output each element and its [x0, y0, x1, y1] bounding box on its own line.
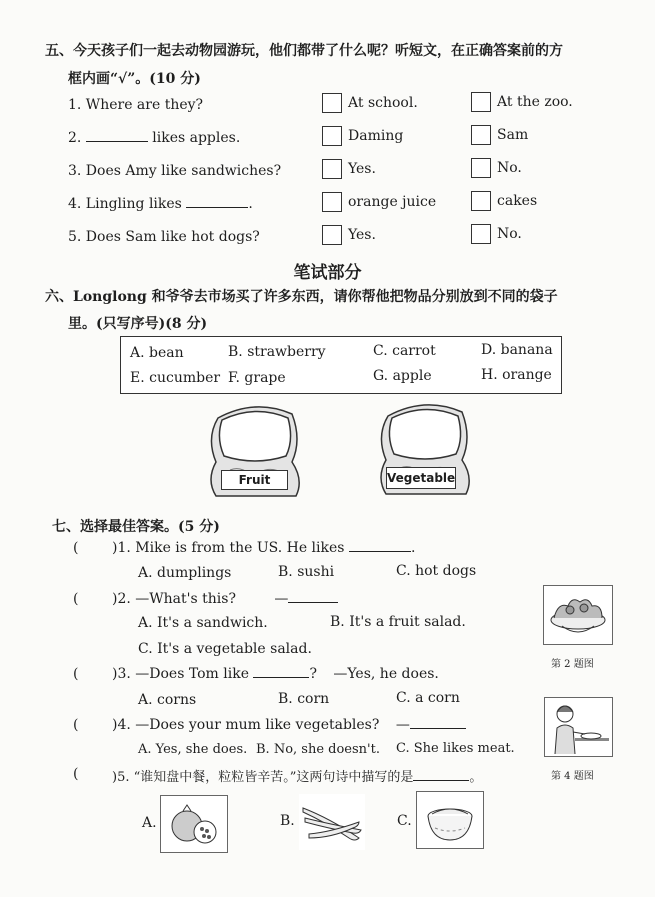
q7-5-option-b[interactable]: B. — [280, 813, 295, 829]
q1-option-a-checkbox[interactable] — [322, 93, 342, 113]
q2-option-a-label: Daming — [348, 128, 404, 144]
q4-lead: 4. Lingling likes — [68, 196, 182, 212]
q2-number: 2. — [68, 130, 82, 146]
q7-3-mark: ? — [309, 666, 317, 682]
q7-3-paren-close: ) — [112, 666, 118, 682]
q7-5-option-c[interactable]: C. — [397, 813, 412, 829]
q7-3-line — [112, 666, 439, 682]
section6-heading-line1: 六、Longlong 和爷爷去市场买了许多东西，请你帮他把物品分别放到不同的袋子 — [45, 289, 558, 305]
picture-caption-q4: 第 4 题图 — [551, 771, 594, 782]
q2-answer-blank[interactable] — [86, 141, 148, 142]
section7-heading: 七、选择最佳答案。(5 分) — [52, 519, 220, 535]
word-item: G. apple — [373, 368, 432, 384]
q3-option-a-checkbox[interactable] — [322, 159, 342, 179]
q3-option-a-label: Yes. — [348, 161, 376, 177]
q5-option-a-checkbox[interactable] — [322, 225, 342, 245]
listening-q1-stem: 1. Where are they? — [68, 97, 204, 113]
q7-3-option-b[interactable]: B. corn — [278, 691, 330, 707]
word-item: F. grape — [228, 370, 286, 386]
q7-4-line — [112, 717, 466, 733]
q7-1-paren-open: ( — [73, 540, 79, 556]
mum-eating-picture — [544, 697, 613, 757]
q7-1-line — [112, 540, 415, 556]
listening-q3-stem: 3. Does Amy like sandwiches? — [68, 163, 282, 179]
section5-heading-line1: 五、今天孩子们一起去动物园游玩，他们都带了什么呢？听短文，在正确答案前的方 — [45, 43, 563, 59]
q7-5-paren-open: ( — [73, 766, 79, 782]
q2-option-b-checkbox[interactable] — [471, 125, 491, 145]
q1-option-b-checkbox[interactable] — [471, 92, 491, 112]
q5-option-b-checkbox[interactable] — [471, 224, 491, 244]
q7-2-paren-close: ) — [112, 591, 118, 607]
picture-caption-q2: 第 2 题图 — [551, 659, 594, 670]
q7-5-line — [112, 766, 482, 785]
q7-1-paren-close: ) — [112, 540, 118, 556]
rice-bowl-icon — [417, 792, 483, 848]
q7-1-blank[interactable] — [349, 551, 411, 552]
q7-2-option-b[interactable]: B. It's a fruit salad. — [330, 614, 466, 630]
q7-4-option-c[interactable]: C. She likes meat. — [396, 741, 515, 756]
q7-2-option-c[interactable]: C. It's a vegetable salad. — [138, 641, 312, 657]
q7-2-stem: 2. —What's this? — [117, 591, 236, 607]
section5-heading-line2: 框内画“√”。(10 分) — [68, 71, 201, 87]
vegetable-bag-label: Vegetable — [386, 467, 456, 489]
q7-4-dash: — — [395, 717, 410, 733]
q7-5-stem: 5. “谁知盘中餐，粒粒皆辛苦。”这两句诗中描写的是 — [117, 770, 414, 785]
q7-1-option-a[interactable]: A. dumplings — [138, 565, 232, 581]
q7-2-option-a[interactable]: A. It's a sandwich. — [138, 615, 268, 631]
section6-heading-line2: 里。(只写序号)(8 分) — [68, 316, 208, 332]
q5-option-a-label: Yes. — [348, 227, 376, 243]
q7-3-option-a[interactable]: A. corns — [138, 692, 197, 708]
q7-4-paren-close: ) — [112, 717, 118, 733]
q7-3-stem: 3. —Does Tom like — [117, 666, 249, 682]
pomegranate-picture — [160, 795, 228, 853]
green-bean-icon — [299, 794, 365, 850]
q7-1-option-c[interactable]: C. hot dogs — [396, 563, 477, 579]
q7-2-line — [112, 591, 338, 607]
q1-option-a-label: At school. — [348, 95, 418, 111]
salad-bowl-icon — [544, 586, 612, 644]
q3-option-b-label: No. — [497, 160, 522, 176]
q2-option-b-label: Sam — [497, 127, 529, 143]
word-item: H. orange — [481, 367, 552, 383]
q2-option-a-checkbox[interactable] — [322, 126, 342, 146]
q7-4-blank[interactable] — [410, 728, 466, 729]
word-item: E. cucumber — [130, 370, 221, 386]
beans-picture — [298, 793, 366, 851]
q7-1-end: . — [410, 540, 416, 556]
q7-2-blank[interactable] — [288, 602, 338, 603]
word-bank-box — [120, 336, 562, 394]
q7-1-option-b[interactable]: B. sushi — [278, 564, 335, 580]
q7-3-blank[interactable] — [253, 677, 309, 678]
q7-4-option-a[interactable]: A. Yes, she does. — [138, 742, 248, 757]
q4-option-b-checkbox[interactable] — [471, 191, 491, 211]
q1-option-b-label: At the zoo. — [497, 94, 573, 110]
q4-tail: . — [248, 196, 253, 212]
q2-tail: likes apples. — [152, 130, 241, 146]
q7-3-option-c[interactable]: C. a corn — [396, 690, 460, 706]
q7-4-stem: 4. —Does your mum like vegetables? — [117, 717, 380, 733]
listening-q4-stem — [68, 196, 253, 212]
q3-option-b-checkbox[interactable] — [471, 158, 491, 178]
q7-1-stem: 1. Mike is from the US. He likes — [117, 540, 345, 556]
q5-option-b-label: No. — [497, 226, 522, 242]
word-item: B. strawberry — [228, 344, 326, 360]
pomegranate-icon — [161, 796, 227, 852]
fruit-bag-label: Fruit — [221, 470, 288, 490]
word-item: A. bean — [130, 345, 184, 361]
listening-q2-stem — [68, 130, 240, 146]
written-part-title: 笔试部分 — [293, 263, 362, 283]
q7-2-paren-open: ( — [73, 591, 79, 607]
q7-5-end: 。 — [469, 770, 483, 785]
word-item: C. carrot — [373, 343, 436, 359]
q7-5-option-a[interactable]: A. — [142, 815, 157, 831]
q4-option-a-checkbox[interactable] — [322, 192, 342, 212]
rice-bowl-picture — [416, 791, 484, 849]
q4-answer-blank[interactable] — [186, 207, 248, 208]
q7-2-dash: — — [274, 591, 289, 607]
q7-3-reply: —Yes, he does. — [333, 666, 439, 682]
listening-q5-stem: 5. Does Sam like hot dogs? — [68, 229, 260, 245]
q4-option-b-label: cakes — [497, 193, 538, 209]
q7-5-paren-close: ) — [112, 770, 118, 785]
woman-eating-icon — [545, 698, 612, 756]
q4-option-a-label: orange juice — [348, 194, 437, 210]
q7-5-blank[interactable] — [413, 780, 469, 781]
word-item: D. banana — [481, 342, 553, 358]
q7-4-paren-open: ( — [73, 717, 79, 733]
q7-3-paren-open: ( — [73, 666, 79, 682]
salad-picture — [543, 585, 613, 645]
q7-4-option-b[interactable]: B. No, she doesn't. — [256, 742, 380, 757]
